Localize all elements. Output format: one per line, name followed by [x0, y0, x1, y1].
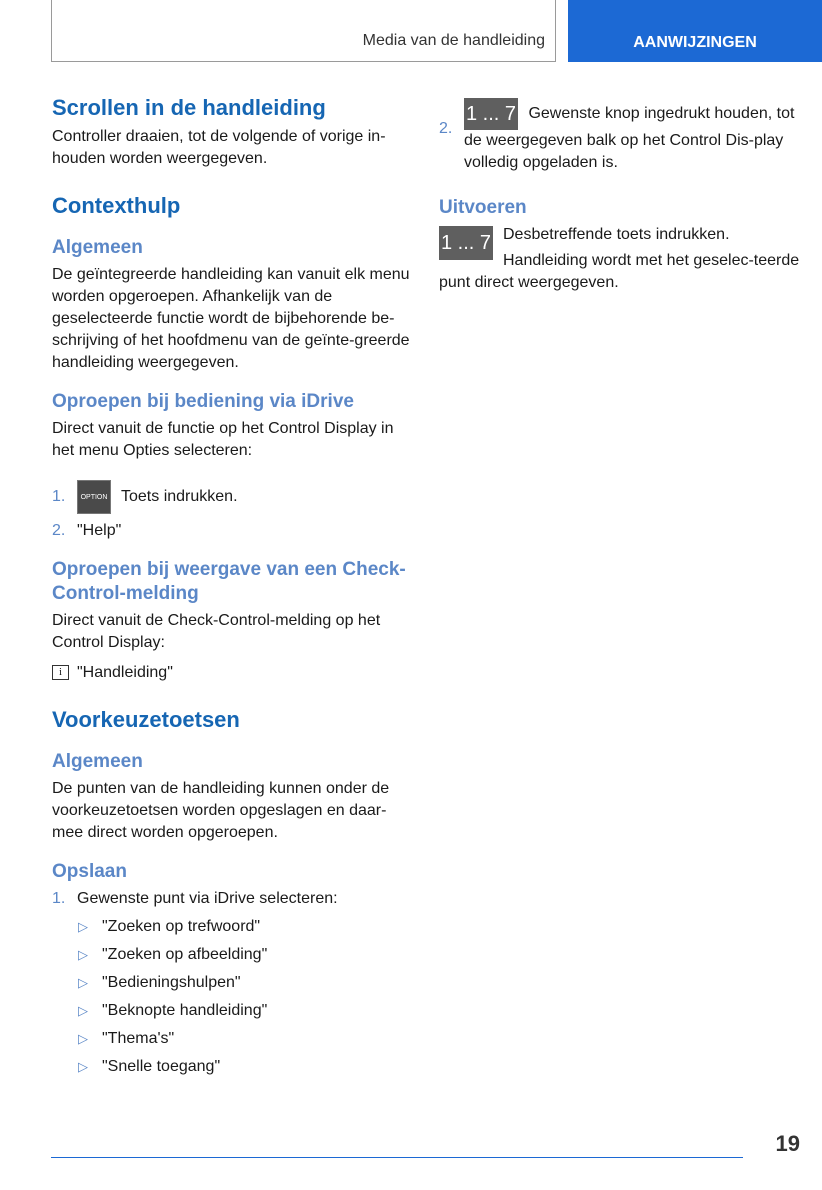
idrive-subheading: Oproepen bij bediening via iDrive [52, 391, 354, 412]
execute-block [439, 224, 801, 294]
triangle-bullet-icon: ▷ [78, 1059, 88, 1074]
idrive-text: Direct vanuit de functie op het Control Display in het menu Opties selecteren: [52, 420, 394, 459]
scroll-text: Controller draaien, tot de volgende of vorige in-houden worden weergegeven. [52, 128, 386, 167]
option-button-icon: OPTION [77, 480, 111, 514]
list-item-label: "Zoeken op afbeelding" [102, 946, 268, 963]
scroll-heading: Scrollen in de handleiding [52, 95, 326, 120]
check-control-item [52, 662, 414, 684]
list-item [52, 944, 414, 966]
step-text: Toets indrukken. [121, 488, 238, 505]
list-item [52, 972, 414, 994]
list-item [52, 916, 414, 938]
context-heading: Contexthulp [52, 193, 181, 218]
execute-text-1: Desbetreffende toets indrukken. [503, 226, 730, 243]
list-item-label: "Zoeken op trefwoord" [102, 918, 261, 935]
idrive-step-2 [52, 520, 414, 542]
preset-buttons-icon: 1 ... 7 [464, 98, 518, 130]
info-icon: i [52, 665, 69, 680]
step-text: Gewenste knop ingedrukt houden, tot de weergegeven balk op het Control Dis-play volledig opgeladen is. [464, 105, 795, 171]
step-number: 2. [52, 522, 66, 539]
presets-heading: Voorkeuzetoetsen [52, 707, 240, 732]
general-text: De geïntegreerde handleiding kan vanuit elk menu worden opgeroepen. Afhankelijk van de geselecteerde functie wordt de bijbehorende be-schrijving of het hoofdmenu van de geïnte-greerde handleiding weergegeven. [52, 266, 410, 371]
list-item-label: "Beknopte handleiding" [102, 1002, 268, 1019]
execute-text-2: Handleiding wordt met het geselec-teerde punt direct weergegeven. [439, 252, 800, 291]
triangle-bullet-icon: ▷ [78, 947, 88, 962]
list-item-label: "Thema's" [102, 1030, 175, 1047]
step-number: 1. [52, 890, 66, 907]
list-item-label: "Bedieningshulpen" [102, 974, 241, 991]
check-control-item-label: "Handleiding" [77, 664, 173, 681]
triangle-bullet-icon: ▷ [78, 919, 88, 934]
left-column [52, 94, 414, 1078]
save-step-2 [439, 98, 801, 174]
step-text: "Help" [77, 522, 122, 539]
preset-buttons-icon: 1 ... 7 [439, 226, 493, 260]
idrive-step-1 [52, 480, 414, 514]
right-column [439, 94, 801, 294]
step-text: Gewenste punt via iDrive selecteren: [77, 890, 338, 907]
triangle-bullet-icon: ▷ [78, 1031, 88, 1046]
check-control-subheading: Oproepen bij weergave van een Check-Control-melding [52, 559, 406, 604]
step-text-block [464, 98, 801, 174]
list-item-label: "Snelle toegang" [102, 1058, 221, 1075]
list-item [52, 1000, 414, 1022]
presets-general-subheading: Algemeen [52, 751, 143, 772]
check-control-text: Direct vanuit de Check-Control-melding op het Control Display: [52, 612, 381, 651]
step-number: 1. [52, 488, 66, 505]
triangle-bullet-icon: ▷ [78, 1003, 88, 1018]
step-number: 2. [439, 120, 453, 137]
presets-general-text: De punten van de handleiding kunnen onder de voorkeuzetoetsen worden opgeslagen en daar-mee direct worden opgeroepen. [52, 780, 390, 841]
general-subheading: Algemeen [52, 237, 143, 258]
page-number: 19 [775, 1131, 800, 1156]
header-chapter-tab: AANWIJZINGEN [568, 0, 822, 62]
save-step-1 [52, 888, 414, 910]
header-section-box [51, 0, 556, 62]
triangle-bullet-icon: ▷ [78, 975, 88, 990]
header-section-title: Media van de handleiding [362, 32, 545, 49]
execute-subheading: Uitvoeren [439, 197, 527, 218]
footer-divider [51, 1157, 743, 1158]
save-subheading: Opslaan [52, 861, 127, 882]
list-item [52, 1056, 414, 1078]
list-item [52, 1028, 414, 1050]
